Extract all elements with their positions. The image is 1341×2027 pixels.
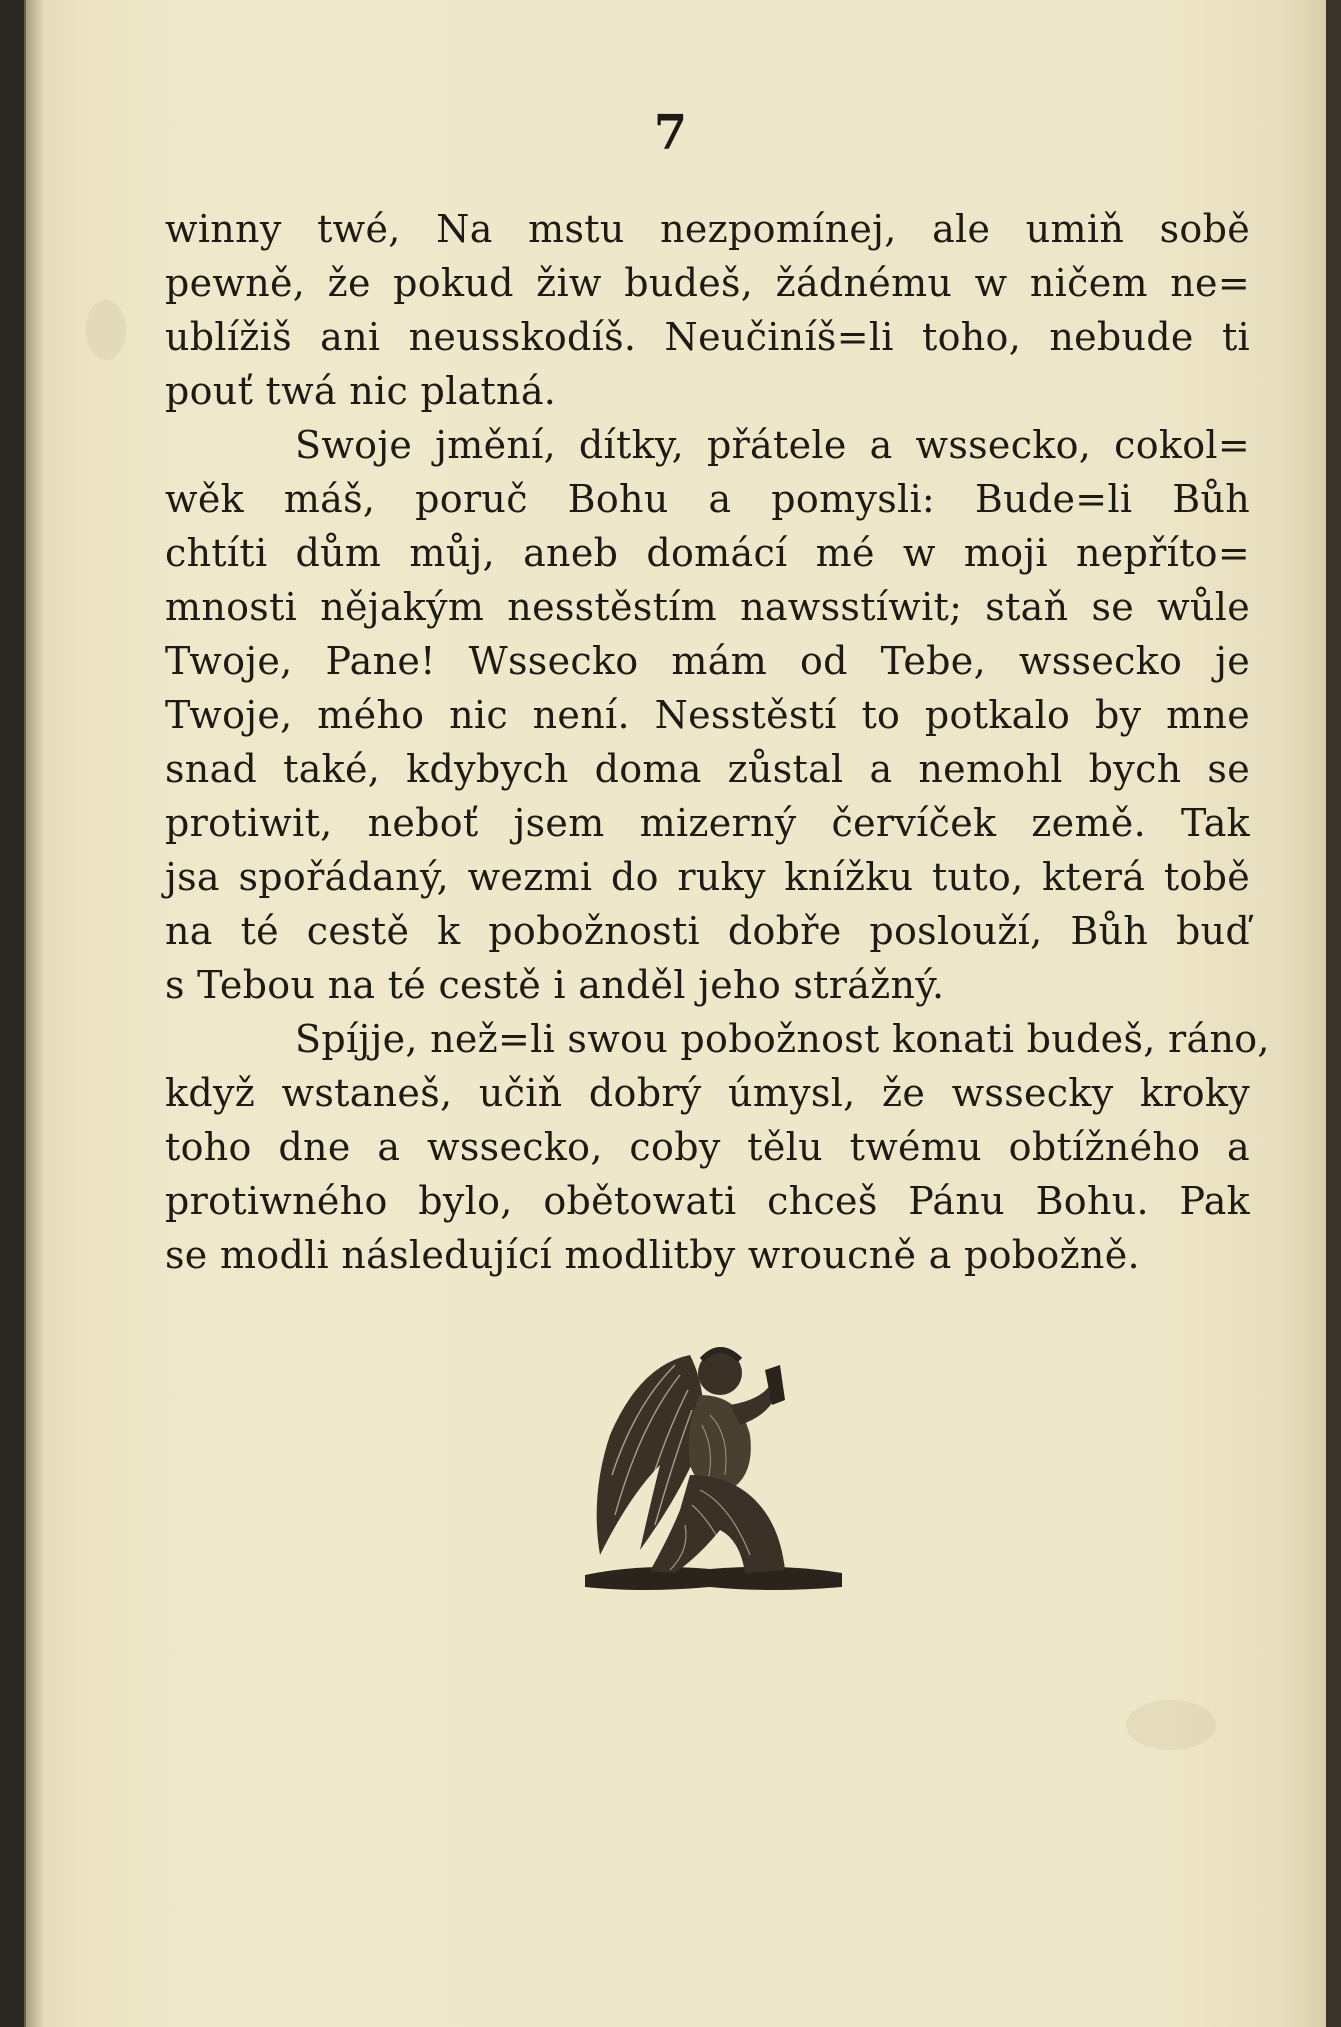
- text-line: Twoje, Pane! Wssecko mám od Tebe, wssecko je: [165, 639, 1250, 683]
- text-line: mnosti nějakým nesstěstím nawsstíwit; staň se wůle: [165, 585, 1250, 629]
- text-line: Spíjje, než=li swou pobožnost konati budeš, ráno,: [295, 1017, 1270, 1061]
- kneeling-angel-icon: [580, 1325, 845, 1615]
- body-text: [165, 202, 1270, 1282]
- text-line: toho dne a wssecko, coby tělu twému obtížného a: [165, 1125, 1250, 1169]
- text-line: snad také, kdybych doma zůstal a nemohl bych se: [165, 747, 1250, 791]
- text-line: protiwného bylo, obětowati chceš Pánu Bohu. Pak: [165, 1179, 1250, 1223]
- outer-margin: [1326, 0, 1341, 2027]
- text-line: s Tebou na té cestě i anděl jeho strážný.: [165, 963, 945, 1007]
- text-line: protiwit, neboť jsem mizerný červíček země. Tak: [165, 801, 1250, 845]
- paper-stain: [86, 300, 126, 360]
- text-line: chtíti dům můj, aneb domácí mé w moji nepříto=: [165, 531, 1250, 575]
- gutter-shadow: [26, 0, 44, 2027]
- text-line: pewně, že pokud žiw budeš, žádnému w ničem ne=: [165, 261, 1250, 305]
- text-line: když wstaneš, učiň dobrý úmysl, že wssecky kroky: [165, 1071, 1250, 1115]
- text-line: pouť twá nic platná.: [165, 369, 557, 413]
- text-line: winny twé, Na mstu nezpomínej, ale umiň sobě: [165, 207, 1250, 251]
- text-line: ublížiš ani neusskodíš. Neučiníš=li toho, nebude ti: [165, 315, 1250, 359]
- text-line: Twoje, mého nic není. Nesstěstí to potkalo by mne: [165, 693, 1250, 737]
- text-line: jsa spořádaný, wezmi do ruky knížku tuto, která tobě: [165, 855, 1250, 899]
- text-line: Swoje jmění, dítky, přátele a wssecko, cokol=: [295, 423, 1250, 467]
- text-line: wěk máš, poruč Bohu a pomysli: Bude=li Bůh: [165, 477, 1250, 521]
- page-number: 7: [653, 105, 688, 161]
- text-line: na té cestě k pobožnosti dobře poslouží, Bůh buď: [165, 909, 1250, 953]
- text-line: se modli následující modlitby wroucně a pobožně.: [165, 1233, 1140, 1277]
- paper-stain: [1126, 1700, 1216, 1750]
